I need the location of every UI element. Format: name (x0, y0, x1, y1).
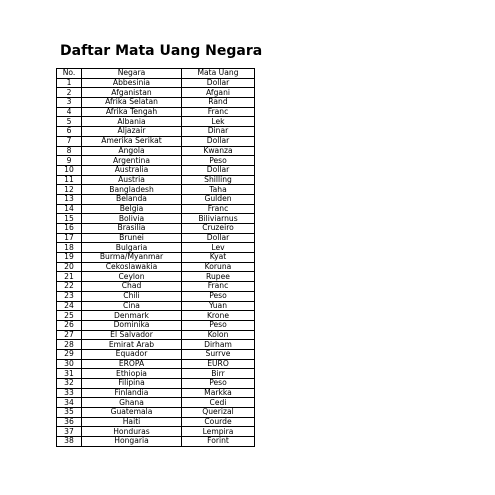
cell-negara: Afrika Selatan (82, 98, 182, 108)
cell-mata-uang: Dinar (182, 127, 255, 137)
cell-negara: Belgia (82, 204, 182, 214)
cell-negara: Australia (82, 165, 182, 175)
cell-mata-uang: Cruzeiro (182, 224, 255, 234)
cell-negara: Burma/Myanmar (82, 253, 182, 263)
cell-no: 35 (57, 408, 82, 418)
cell-no: 25 (57, 311, 82, 321)
cell-negara: Abbesinia (82, 78, 182, 88)
cell-mata-uang: Dollar (182, 78, 255, 88)
table-row (57, 253, 255, 263)
cell-no: 16 (57, 224, 82, 234)
table-row (57, 214, 255, 224)
table-row (57, 243, 255, 253)
table-row (57, 194, 255, 204)
table-row (57, 107, 255, 117)
cell-negara: Chili (82, 291, 182, 301)
cell-no: 22 (57, 282, 82, 292)
table-row (57, 98, 255, 108)
cell-no: 15 (57, 214, 82, 224)
cell-negara: Ceylon (82, 272, 182, 282)
cell-no: 20 (57, 262, 82, 272)
cell-negara: Equador (82, 349, 182, 359)
cell-negara: Ethiopia (82, 369, 182, 379)
cell-mata-uang: Krone (182, 311, 255, 321)
cell-no: 4 (57, 107, 82, 117)
cell-mata-uang: Forint (182, 437, 255, 447)
cell-no: 19 (57, 253, 82, 263)
cell-mata-uang: Peso (182, 379, 255, 389)
cell-no: 23 (57, 291, 82, 301)
header-no: No. (57, 69, 82, 79)
cell-negara: Brunei (82, 233, 182, 243)
cell-mata-uang: Kolon (182, 330, 255, 340)
table-row (57, 136, 255, 146)
cell-mata-uang: Koruna (182, 262, 255, 272)
cell-no: 1 (57, 78, 82, 88)
cell-no: 13 (57, 194, 82, 204)
cell-negara: Honduras (82, 427, 182, 437)
cell-negara: Bolivia (82, 214, 182, 224)
cell-negara: Aljazair (82, 127, 182, 137)
cell-no: 10 (57, 165, 82, 175)
table-row (57, 369, 255, 379)
cell-no: 33 (57, 388, 82, 398)
cell-no: 37 (57, 427, 82, 437)
cell-no: 21 (57, 272, 82, 282)
table-row (57, 408, 255, 418)
table-row (57, 282, 255, 292)
cell-mata-uang: Peso (182, 320, 255, 330)
cell-negara: Afganistan (82, 88, 182, 98)
cell-negara: Belanda (82, 194, 182, 204)
cell-no: 28 (57, 340, 82, 350)
cell-negara: Ghana (82, 398, 182, 408)
cell-no: 27 (57, 330, 82, 340)
cell-mata-uang: Birr (182, 369, 255, 379)
cell-negara: Denmark (82, 311, 182, 321)
cell-negara: Finlandia (82, 388, 182, 398)
cell-no: 34 (57, 398, 82, 408)
cell-negara: Cina (82, 301, 182, 311)
table-row (57, 146, 255, 156)
cell-mata-uang: Rand (182, 98, 255, 108)
cell-no: 12 (57, 185, 82, 195)
table-row (57, 427, 255, 437)
cell-mata-uang: Lev (182, 243, 255, 253)
cell-mata-uang: Surrve (182, 349, 255, 359)
cell-negara: El Salvador (82, 330, 182, 340)
cell-negara: Albania (82, 117, 182, 127)
cell-mata-uang: Kwanza (182, 146, 255, 156)
table-row (57, 301, 255, 311)
header-negara: Negara (82, 69, 182, 79)
cell-negara: Guatemala (82, 408, 182, 418)
cell-mata-uang: Lempira (182, 427, 255, 437)
cell-mata-uang: Franc (182, 107, 255, 117)
table-row (57, 311, 255, 321)
cell-no: 14 (57, 204, 82, 214)
table-row (57, 388, 255, 398)
cell-mata-uang: Dollar (182, 136, 255, 146)
table-row (57, 127, 255, 137)
cell-negara: Dominika (82, 320, 182, 330)
currency-table (56, 68, 255, 447)
cell-mata-uang: Gulden (182, 194, 255, 204)
cell-negara: EROPA (82, 359, 182, 369)
cell-no: 7 (57, 136, 82, 146)
cell-mata-uang: Taha (182, 185, 255, 195)
table-row (57, 78, 255, 88)
table-row (57, 291, 255, 301)
table-row (57, 437, 255, 447)
cell-negara: Haiti (82, 417, 182, 427)
cell-no: 29 (57, 349, 82, 359)
cell-mata-uang: Yuan (182, 301, 255, 311)
cell-negara: Austria (82, 175, 182, 185)
cell-no: 32 (57, 379, 82, 389)
table-row (57, 88, 255, 98)
table-row (57, 262, 255, 272)
table-row (57, 379, 255, 389)
cell-no: 2 (57, 88, 82, 98)
cell-mata-uang: Querizal (182, 408, 255, 418)
cell-mata-uang: Franc (182, 282, 255, 292)
cell-negara: Bulgaria (82, 243, 182, 253)
table-row (57, 165, 255, 175)
cell-mata-uang: Shilling (182, 175, 255, 185)
table-row (57, 224, 255, 234)
table-header-row (57, 69, 255, 79)
cell-mata-uang: Dirham (182, 340, 255, 350)
cell-mata-uang: Kyat (182, 253, 255, 263)
cell-mata-uang: EURO (182, 359, 255, 369)
cell-no: 6 (57, 127, 82, 137)
cell-negara: Angola (82, 146, 182, 156)
cell-no: 31 (57, 369, 82, 379)
header-mata-uang: Mata Uang (182, 69, 255, 79)
cell-no: 24 (57, 301, 82, 311)
table-row (57, 398, 255, 408)
table-row (57, 330, 255, 340)
cell-mata-uang: Franc (182, 204, 255, 214)
table-row (57, 417, 255, 427)
table-row (57, 156, 255, 166)
cell-no: 26 (57, 320, 82, 330)
cell-mata-uang: Courde (182, 417, 255, 427)
cell-mata-uang: Cedi (182, 398, 255, 408)
table-row (57, 320, 255, 330)
cell-negara: Chad (82, 282, 182, 292)
cell-mata-uang: Markka (182, 388, 255, 398)
table-row (57, 272, 255, 282)
cell-no: 38 (57, 437, 82, 447)
cell-negara: Argentina (82, 156, 182, 166)
cell-negara: Filipina (82, 379, 182, 389)
cell-mata-uang: Dollar (182, 233, 255, 243)
table-row (57, 204, 255, 214)
table-row (57, 349, 255, 359)
cell-no: 5 (57, 117, 82, 127)
cell-negara: Bangladesh (82, 185, 182, 195)
cell-mata-uang: Peso (182, 156, 255, 166)
cell-mata-uang: Peso (182, 291, 255, 301)
cell-negara: Brasilia (82, 224, 182, 234)
table-row (57, 233, 255, 243)
page-title: Daftar Mata Uang Negara (60, 43, 263, 59)
table-row (57, 359, 255, 369)
table-row (57, 175, 255, 185)
cell-negara: Hongaria (82, 437, 182, 447)
cell-negara: Cekoslawakia (82, 262, 182, 272)
cell-mata-uang: Rupee (182, 272, 255, 282)
cell-no: 36 (57, 417, 82, 427)
cell-mata-uang: Dollar (182, 165, 255, 175)
cell-no: 9 (57, 156, 82, 166)
cell-negara: Afrika Tengah (82, 107, 182, 117)
cell-no: 30 (57, 359, 82, 369)
cell-no: 11 (57, 175, 82, 185)
cell-no: 17 (57, 233, 82, 243)
cell-mata-uang: Lek (182, 117, 255, 127)
cell-mata-uang: Afgani (182, 88, 255, 98)
table-body (57, 78, 255, 446)
cell-negara: Emirat Arab (82, 340, 182, 350)
table-row (57, 117, 255, 127)
cell-negara: Amerika Serikat (82, 136, 182, 146)
cell-mata-uang: Biliviarnus (182, 214, 255, 224)
table-row (57, 185, 255, 195)
cell-no: 3 (57, 98, 82, 108)
cell-no: 8 (57, 146, 82, 156)
cell-no: 18 (57, 243, 82, 253)
table-row (57, 340, 255, 350)
